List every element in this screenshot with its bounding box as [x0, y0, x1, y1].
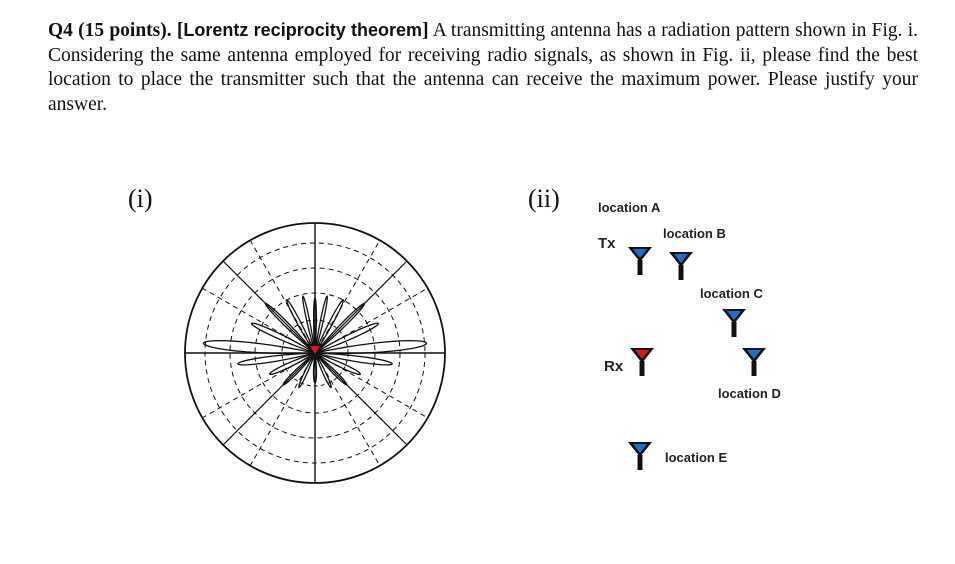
antenna-rx-icon: [629, 347, 655, 377]
antenna-location-e-icon: [627, 441, 653, 471]
antenna-location-d-icon: [741, 347, 767, 377]
location-e-label: location E: [665, 450, 728, 465]
bracket-open: [: [171, 20, 184, 41]
location-a-label: location A: [598, 200, 661, 215]
antenna-location-a-icon: [627, 246, 653, 276]
figure-ii-label: (ii): [528, 184, 560, 213]
location-b-label: location B: [663, 226, 726, 241]
antenna-location-c-icon: [721, 308, 747, 338]
question-body: A transmitting antenna has a radiation pattern shown in Fig. i. Considering the same antenna employed for receiving radio signals, as shown in Fig. ii, please find the best location to place the transmitter such that the antenna can receive the maximum power. Please justify your answer.: [48, 20, 918, 115]
figure-i-label: (i): [128, 184, 153, 213]
radiation-pattern-plot: [180, 210, 450, 496]
location-d-label: location D: [718, 386, 781, 401]
antenna-location-b-icon: [668, 251, 694, 281]
bracket-close: ]: [422, 20, 429, 41]
location-c-label: location C: [700, 286, 763, 301]
theorem-name: Lorentz reciprocity theorem: [183, 20, 423, 40]
question-number: Q4 (15 points).: [48, 20, 172, 41]
rx-label: Rx: [604, 358, 624, 375]
tx-label: Tx: [598, 235, 616, 252]
question-text: [48, 18, 918, 117]
